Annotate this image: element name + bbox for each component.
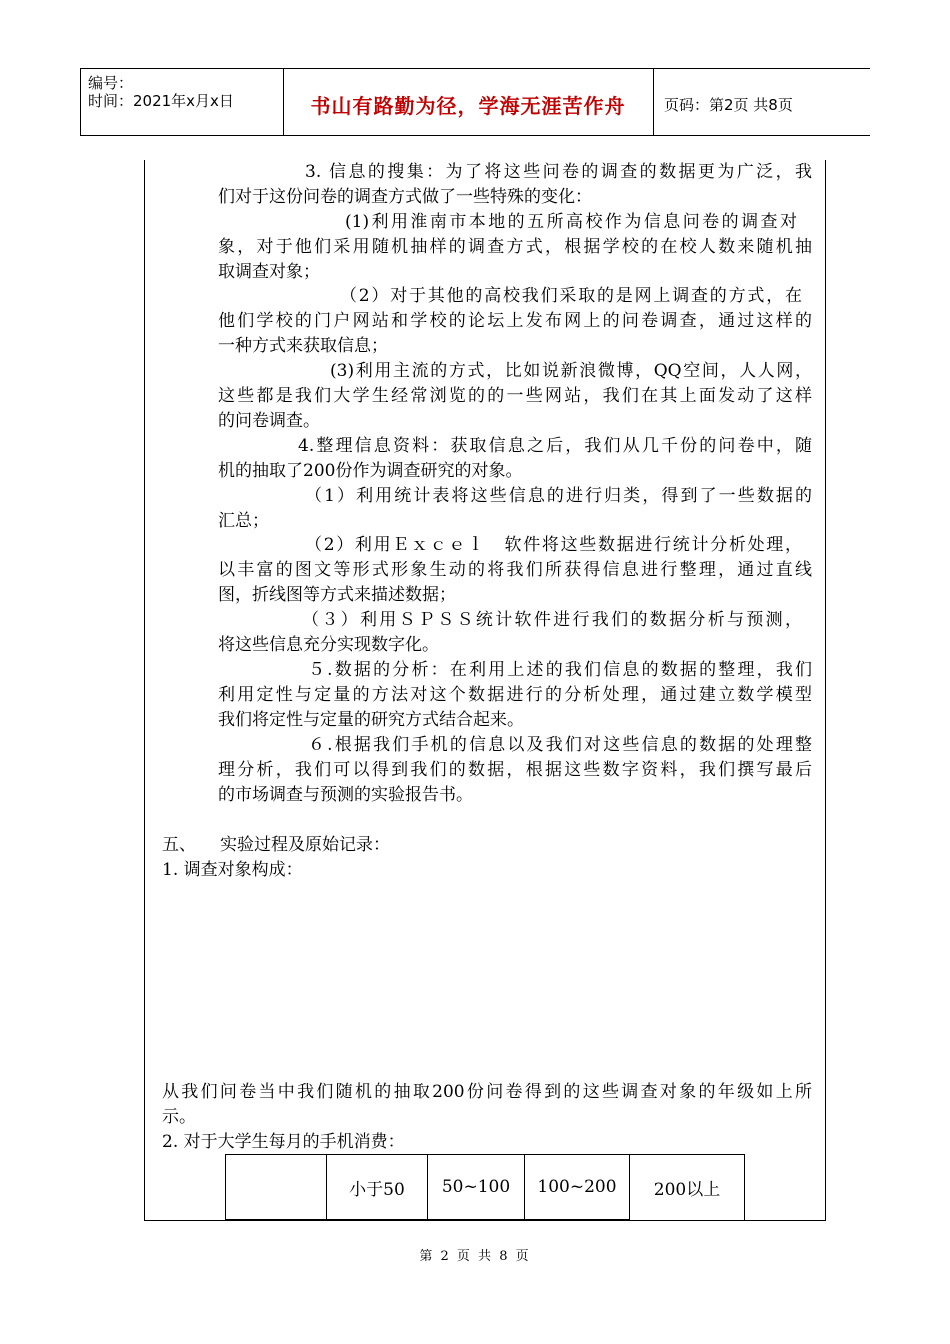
summary-text: 示。 (162, 1107, 196, 1127)
table-cell: 100~200 (525, 1155, 630, 1220)
header-bottom-rule (80, 135, 870, 136)
body-line: 汇总； (218, 511, 269, 531)
body-line: 取调查对象； (218, 262, 320, 282)
body-line: 这些都是我们大学生经常浏览的的一些网站，我们在其上面发动了这样 (218, 386, 812, 406)
body-line: 图，折线图等方式来描述数据； (218, 585, 456, 605)
body-line: 利用定性与定量的方法对这个数据进行的分析处理，通过建立数学模型 (218, 685, 812, 705)
body-line: 一种方式来获取信息； (218, 336, 388, 356)
header-time-label: 时间：2021年x月x日 (88, 92, 234, 110)
header-divider (653, 68, 654, 135)
header-page-info: 页码：第2页 共8页 (664, 96, 793, 114)
body-line: （2）利用Ｅｘｃｅｌ 软件将这些数据进行统计分析处理， (305, 535, 802, 555)
table-cell: 小于50 (327, 1155, 428, 1220)
page-footer: 第 2 页 共 8 页 (419, 1249, 531, 1264)
header-divider (80, 68, 81, 135)
section-number: 五、 (162, 835, 196, 855)
body-line: 我们将定性与定量的研究方式结合起来。 (218, 710, 524, 730)
phone-cost-table (225, 1154, 745, 1220)
body-line: ５.数据的分析：在利用上述的我们信息的数据的整理，我们 (308, 660, 812, 680)
section-heading: 实验过程及原始记录： (220, 835, 390, 855)
table-row (226, 1155, 745, 1220)
summary-text: 从我们问卷当中我们随机的抽取200份问卷得到的这些调查对象的年级如上所 (162, 1082, 812, 1102)
table-cell: 200以上 (630, 1155, 745, 1220)
body-line: (1)利用淮南市本地的五所高校作为信息问卷的调查对 (345, 212, 797, 232)
body-line: 们对于这份问卷的调查方式做了一些特殊的变化： (218, 187, 592, 207)
subsection-heading: 2. 对于大学生每月的手机消费： (162, 1132, 405, 1152)
body-line: ６.根据我们手机的信息以及我们对这些信息的数据的处理整 (308, 735, 812, 755)
header-top-rule (80, 68, 870, 69)
body-line: （1）利用统计表将这些信息的进行归类，得到了一些数据的 (305, 486, 812, 506)
body-line: 的市场调查与预测的实验报告书。 (218, 785, 473, 805)
header-number-label: 编号： (88, 74, 134, 92)
body-line: 象，对于他们采用随机抽样的调查方式，根据学校的在校人数来随机抽 (218, 237, 812, 257)
subsection-heading: 1. 调查对象构成： (162, 860, 303, 880)
body-line: （３）利用ＳＰＳＳ统计软件进行我们的数据分析与预测， (302, 610, 802, 630)
body-line: 理分析，我们可以得到我们的数据，根据这些数字资料，我们撰写最后 (218, 760, 812, 780)
header-motto: 书山有路勤为径，学海无涯苦作舟 (310, 94, 626, 118)
body-line: （2）对于其他的高校我们采取的是网上调查的方式，在 (340, 286, 802, 306)
body-line: 4.整理信息资料：获取信息之后，我们从几千份的问卷中，随 (298, 436, 812, 456)
body-line: (3)利用主流的方式，比如说新浪微博，QQ空间，人人网， (330, 361, 812, 381)
body-line: 以丰富的图文等形式形象生动的将我们所获得信息进行整理，通过直线 (218, 560, 812, 580)
table-cell (226, 1155, 327, 1220)
body-line: 的问卷调查。 (218, 411, 320, 431)
body-line: 3. 信息的搜集：为了将这些问卷的调查的数据更为广泛，我 (305, 162, 812, 182)
body-line: 将这些信息充分实现数字化。 (218, 635, 439, 655)
table-cell: 50~100 (428, 1155, 525, 1220)
body-line: 他们学校的门户网站和学校的论坛上发布网上的问卷调查，通过这样的 (218, 311, 812, 331)
body-line: 机的抽取了200份作为调查研究的对象。 (218, 461, 523, 481)
